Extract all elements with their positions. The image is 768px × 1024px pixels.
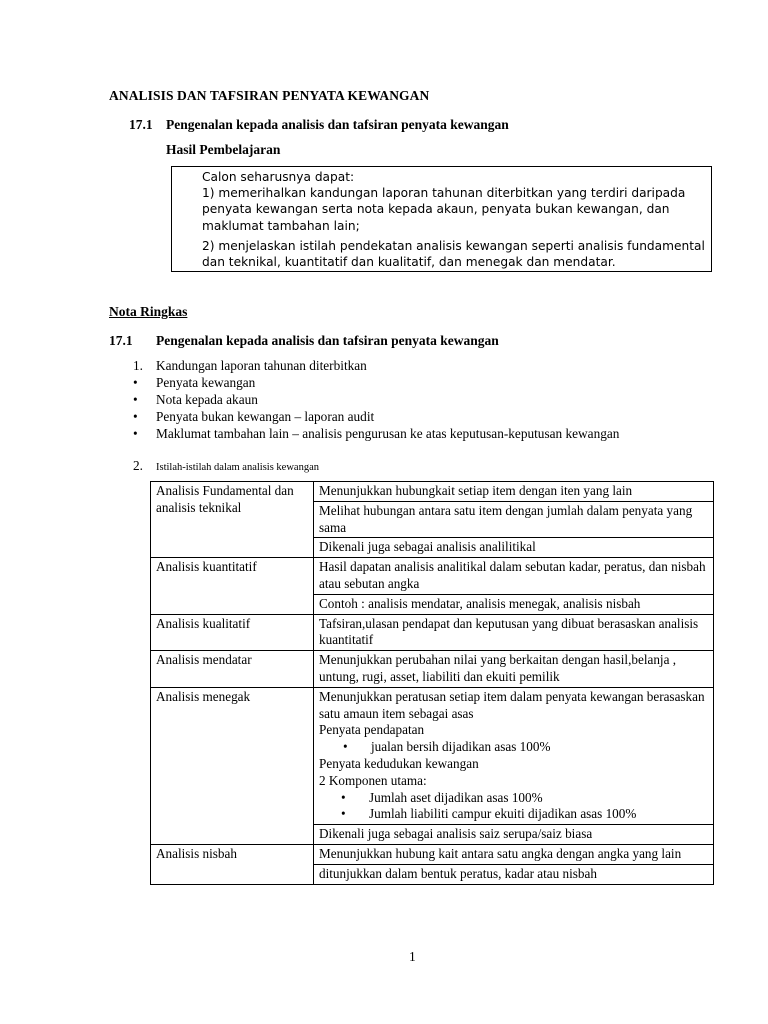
description-cell <box>314 687 714 824</box>
bullet-icon: • <box>341 789 346 805</box>
bullet-icon: • <box>133 426 138 441</box>
bullet-text: Penyata bukan kewangan – laporan audit <box>156 409 375 424</box>
list-number: 1. <box>133 358 143 373</box>
learning-outcomes-box <box>171 166 712 272</box>
section-title: Pengenalan kepada analisis dan tafsiran penyata kewangan <box>166 117 509 132</box>
list-item <box>133 357 619 374</box>
description-cell: Hasil dapatan analisis analitikal dalam sebutan kadar, peratus, dan nisbah atau sebutan angka <box>314 558 714 595</box>
description-cell: Menunjukkan perubahan nilai yang berkaitan dengan hasil,belanja , untung, rugi, asset, liabiliti dan ekuiti pemilik <box>314 651 714 688</box>
table-row <box>151 687 714 824</box>
description-cell: Contoh : analisis mendatar, analisis menegak, analisis nisbah <box>314 594 714 614</box>
list-item <box>133 425 619 442</box>
list-item <box>319 739 708 756</box>
table-row <box>151 844 714 864</box>
term-cell: Analisis kuantitatif <box>151 558 314 614</box>
description-cell: Menunjukkan hubungkait setiap item dengan iten yang lain <box>314 482 714 502</box>
annual-report-contents-list <box>133 357 619 442</box>
learning-outcome-item: 2) menjelaskan istilah pendekatan analisis kewangan seperti analisis fundamental dan teknikal, kuantitatif dan kualitatif, dan menegak dan mendatar. <box>202 238 705 270</box>
bullet-text: Jumlah aset dijadikan asas 100% <box>369 789 543 805</box>
description-cell: ditunjukkan dalam bentuk peratus, kadar atau nisbah <box>314 864 714 884</box>
notes-section-heading <box>109 332 499 349</box>
bullet-text: Penyata kewangan <box>156 375 256 390</box>
list-item <box>319 806 708 823</box>
list-item <box>133 391 619 408</box>
terms-list-heading <box>133 457 319 476</box>
table-row <box>151 482 714 502</box>
notes-section-title: Pengenalan kepada analisis dan tafsiran penyata kewangan <box>156 333 499 348</box>
bullet-icon: • <box>133 392 138 407</box>
components-label: 2 Komponen utama: <box>319 772 427 788</box>
notes-section-number: 17.1 <box>109 333 133 348</box>
list-item <box>133 408 619 425</box>
section-number: 17.1 <box>129 117 153 132</box>
learning-outcomes-intro: Calon seharusnya dapat: <box>202 170 355 184</box>
description-main: Menunjukkan peratusan setiap item dalam penyata kewangan berasaskan satu amaun item sebagai asas <box>319 688 705 721</box>
bullet-text: Nota kepada akaun <box>156 392 258 407</box>
document-title: ANALISIS DAN TAFSIRAN PENYATA KEWANGAN <box>109 88 430 103</box>
table-row <box>151 651 714 688</box>
income-statement-label: Penyata pendapatan <box>319 722 425 738</box>
description-cell: Dikenali juga sebagai analisis saiz serupa/saiz biasa <box>314 825 714 845</box>
terms-table <box>150 481 714 885</box>
list-heading: Istilah-istilah dalam analisis kewangan <box>156 462 319 473</box>
financial-position-label: Penyata kedudukan kewangan <box>319 755 479 771</box>
page-number: 1 <box>409 949 416 964</box>
table-row <box>151 558 714 595</box>
term-cell: Analisis mendatar <box>151 651 314 688</box>
term-cell: Analisis menegak <box>151 687 314 844</box>
learning-outcome-item: 1) memerihalkan kandungan laporan tahunan diterbitkan yang terdiri daripada penyata kewangan serta nota kepada akaun, penyata bukan kewangan, dan maklumat tambahan lain; <box>202 186 686 233</box>
bullet-icon: • <box>341 806 346 822</box>
description-cell: Melihat hubungan antara satu item dengan jumlah dalam penyata yang sama <box>314 501 714 538</box>
section-heading <box>129 116 509 133</box>
learning-outcomes-heading: Hasil Pembelajaran <box>166 142 281 157</box>
list-item <box>319 790 708 807</box>
bullet-text: Jumlah liabiliti campur ekuiti dijadikan asas 100% <box>369 806 637 822</box>
term-cell: Analisis nisbah <box>151 844 314 884</box>
description-cell: Menunjukkan hubung kait antara satu angka dengan angka yang lain <box>314 844 714 864</box>
bullet-text: jualan bersih dijadikan asas 100% <box>371 739 551 755</box>
bullet-icon: • <box>133 409 138 424</box>
bullet-icon: • <box>133 375 138 390</box>
description-cell: Tafsiran,ulasan pendapat dan keputusan yang dibuat berasaskan analisis kuantitatif <box>314 614 714 651</box>
list-heading: Kandungan laporan tahunan diterbitkan <box>156 358 367 373</box>
bullet-icon: • <box>343 739 348 755</box>
description-cell: Dikenali juga sebagai analisis analilitikal <box>314 538 714 558</box>
term-cell: Analisis Fundamental dan analisis teknikal <box>151 482 314 558</box>
list-item <box>133 374 619 391</box>
term-cell: Analisis kualitatif <box>151 614 314 651</box>
table-row <box>151 614 714 651</box>
bullet-text: Maklumat tambahan lain – analisis pengurusan ke atas keputusan-keputusan kewangan <box>156 426 620 441</box>
notes-heading: Nota Ringkas <box>109 304 188 319</box>
list-number: 2. <box>133 458 143 473</box>
